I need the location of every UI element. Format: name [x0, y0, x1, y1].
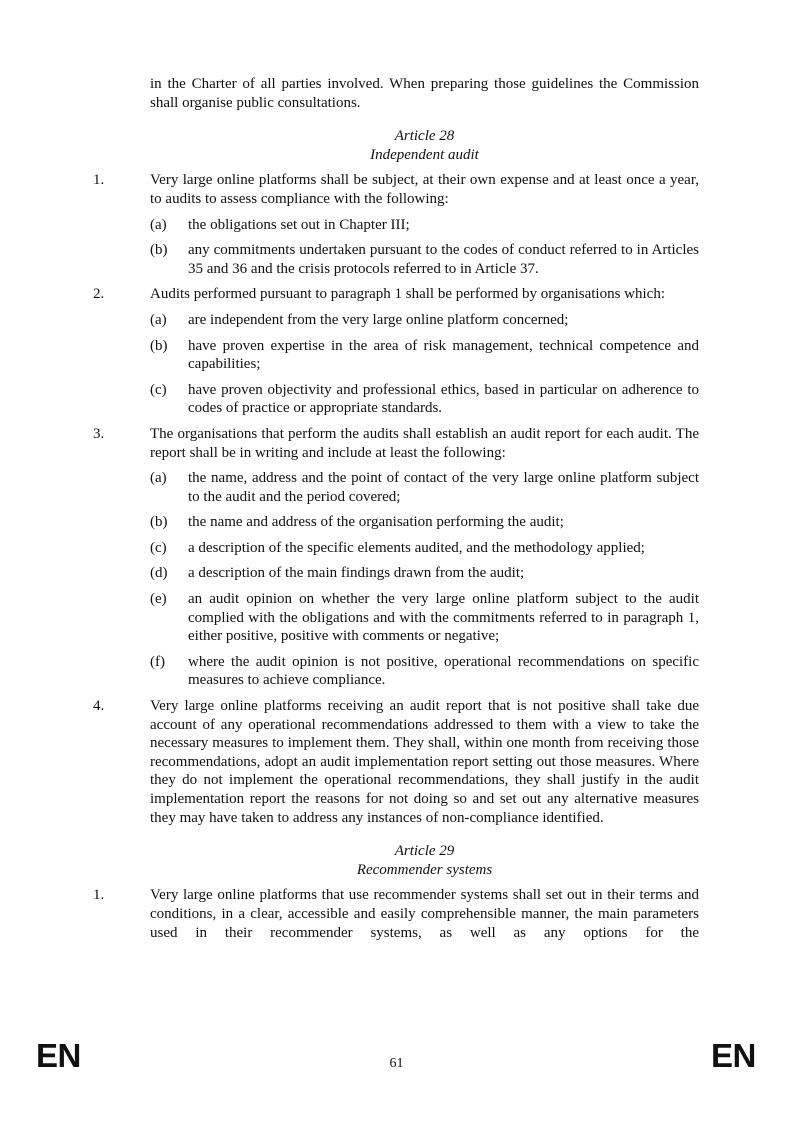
list-item-label: (a)	[150, 470, 167, 487]
list-item-label: (c)	[150, 381, 167, 398]
list-item	[150, 337, 699, 374]
list-item	[150, 539, 699, 558]
language-marker-right: EN	[711, 1037, 756, 1074]
list-item-text: the name, address and the point of contact of the very large online platform subject to the audit and the period covered;	[188, 470, 699, 505]
list-item-text: a description of the specific elements audited, and the methodology applied;	[188, 539, 645, 556]
list-item	[150, 216, 699, 235]
paragraph-number: 1.	[93, 887, 105, 904]
list-item-text: are independent from the very large online platform concerned;	[188, 311, 569, 328]
article-29-title: Recommender systems	[356, 861, 493, 878]
paragraph-number: 3.	[93, 425, 105, 442]
list-item-text: have proven expertise in the area of risk management, technical competence and capabilities;	[188, 337, 699, 373]
list-item-label: (c)	[150, 539, 167, 556]
list-item-label: (b)	[150, 242, 168, 259]
list-item-label: (a)	[150, 216, 167, 233]
paragraph-text: Very large online platforms shall be subject, at their own expense and at least once a year, to audits to assess compliance with the following:	[150, 172, 699, 207]
paragraph-text: Very large online platforms receiving an audit report that is not positive shall take due account of any operational recommendations addressed to them with a view to take the necessary measures to implement them. They shall, within one month from receiving those recommendations, adopt an audit implementation report setting out those measures. Where they do not implement the operational recommendations, they shall justify in the audit implementation report the reasons for not doing so and set out any alternative measures they may have taken to address any instances of non-compliance identified.	[150, 698, 699, 826]
page-content	[93, 75, 699, 942]
list-item-label: (b)	[150, 337, 168, 354]
list-item-text: an audit opinion on whether the very large online platform subject to the audit complied with the obligations and with the commitments referred to in paragraph 1, either positive, positive with comments or negative;	[188, 591, 699, 645]
list-item	[150, 241, 699, 278]
article-28-paragraph-3	[93, 425, 699, 462]
list-item	[150, 469, 699, 506]
language-marker-left: EN	[36, 1037, 81, 1074]
list-item	[150, 564, 699, 583]
list-item-label: (b)	[150, 514, 168, 531]
article-28-paragraph-1	[93, 171, 699, 208]
article-28-title: Independent audit	[370, 146, 479, 163]
paragraph-text: The organisations that perform the audits shall establish an audit report for each audit. The report shall be in writing and include at least the following:	[150, 425, 699, 461]
article-29-heading: Article 29	[394, 843, 455, 860]
paragraph-number: 4.	[93, 698, 105, 715]
paragraph-text: Audits performed pursuant to paragraph 1 shall be performed by organisations which:	[150, 286, 666, 303]
article-29-paragraph-1	[93, 886, 699, 942]
list-item-label: (f)	[150, 653, 165, 670]
paragraph-number: 2.	[93, 286, 105, 303]
list-item-text: where the audit opinion is not positive, operational recommendations on specific measures to achieve compliance.	[188, 653, 699, 689]
list-item-text: have proven objectivity and professional ethics, based in particular on adherence to codes of practice or appropriate standards.	[188, 381, 699, 417]
paragraph-text: Very large online platforms that use recommender systems shall set out in their terms and conditions, in a clear, accessible and easily comprehensible manner, the main parameters used in their recommender systems, as well as any options for the	[150, 887, 699, 941]
list-item-text: the obligations set out in Chapter III;	[188, 216, 410, 233]
list-item	[150, 513, 699, 532]
list-item-label: (d)	[150, 565, 168, 582]
list-item-text: any commitments undertaken pursuant to the codes of conduct referred to in Articles 35 and 36 and the crisis protocols referred to in Article 37.	[188, 242, 699, 277]
list-item	[150, 381, 699, 418]
list-item	[150, 653, 699, 690]
list-item	[150, 311, 699, 330]
intro-paragraph: in the Charter of all parties involved. When preparing those guidelines the Commission shall organise public consultations.	[150, 76, 699, 111]
list-item-label: (e)	[150, 591, 167, 608]
article-28-paragraph-4	[93, 697, 699, 827]
list-item-label: (a)	[150, 311, 167, 328]
page-number: 61	[389, 1056, 404, 1071]
list-item	[150, 590, 699, 646]
list-item-text: the name and address of the organisation performing the audit;	[188, 514, 564, 531]
list-item-text: a description of the main findings drawn from the audit;	[188, 565, 525, 582]
paragraph-number: 1.	[93, 172, 105, 189]
article-28-heading: Article 28	[394, 128, 455, 145]
article-28-paragraph-2	[93, 285, 699, 304]
